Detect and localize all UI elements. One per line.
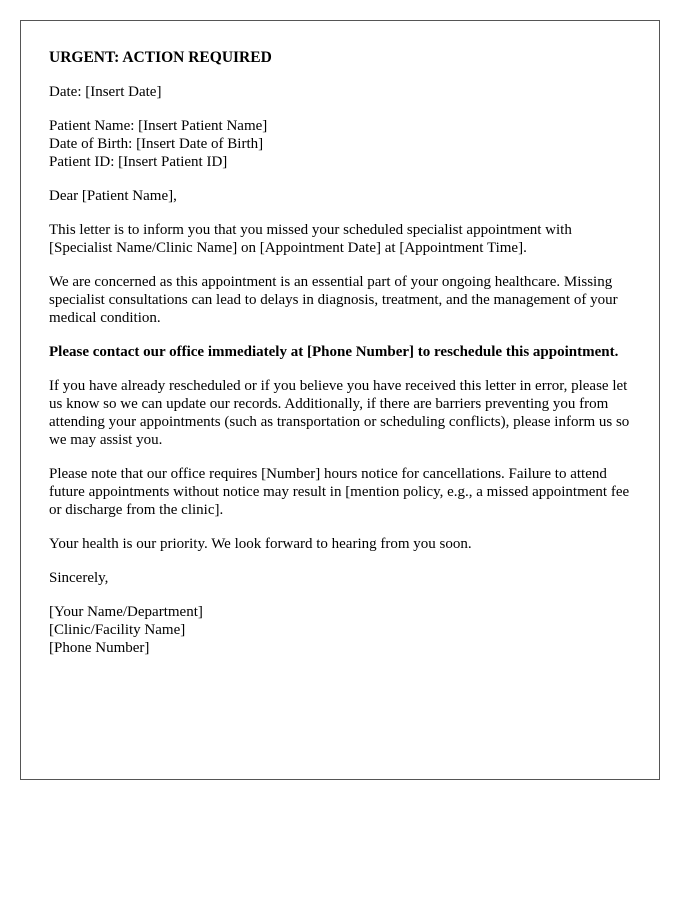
date-line: Date: [Insert Date] — [49, 84, 162, 100]
closing: Sincerely, — [49, 570, 109, 586]
signature-facility: [Clinic/Facility Name] — [49, 622, 186, 638]
signature-name: [Your Name/Department] — [49, 604, 203, 620]
date-of-birth-line: Date of Birth: [Insert Date of Birth] — [49, 136, 264, 152]
paragraph-missed-appointment: This letter is to inform you that you missed your scheduled specialist appointment with [Specialist Name/Clinic Name] on [Appointment Date] at [Appointment Time]. — [49, 222, 572, 256]
letter-document — [20, 20, 660, 780]
patient-name-line: Patient Name: [Insert Patient Name] — [49, 118, 268, 134]
signature-block — [49, 603, 631, 657]
patient-id-line: Patient ID: [Insert Patient ID] — [49, 154, 228, 170]
paragraph-concern: We are concerned as this appointment is an essential part of your ongoing healthcare. Missing specialist consultations can lead to delays in diagnosis, treatment, and the management of your medical condition. — [49, 274, 618, 326]
salutation: Dear [Patient Name], — [49, 188, 177, 204]
paragraph-rescheduled-info: If you have already rescheduled or if you believe you have received this letter in error, please let us know so we can update our records. Additionally, if there are barriers preventing you from attending your appointments (such as transportation or scheduling conflicts), please inform us so we may assist you. — [49, 378, 630, 448]
paragraph-cancellation-policy: Please note that our office requires [Number] hours notice for cancellations. Failure to attend future appointments without notice may result in [mention policy, e.g., a missed appointment fee or discharge from the clinic]. — [49, 466, 630, 518]
patient-info-block — [49, 117, 631, 171]
paragraph-health-priority: Your health is our priority. We look forward to hearing from you soon. — [49, 536, 472, 552]
letter-heading: URGENT: ACTION REQUIRED — [49, 49, 272, 66]
signature-phone: [Phone Number] — [49, 640, 150, 656]
paragraph-contact-request: Please contact our office immediately at [Phone Number] to reschedule this appointment. — [49, 344, 619, 360]
